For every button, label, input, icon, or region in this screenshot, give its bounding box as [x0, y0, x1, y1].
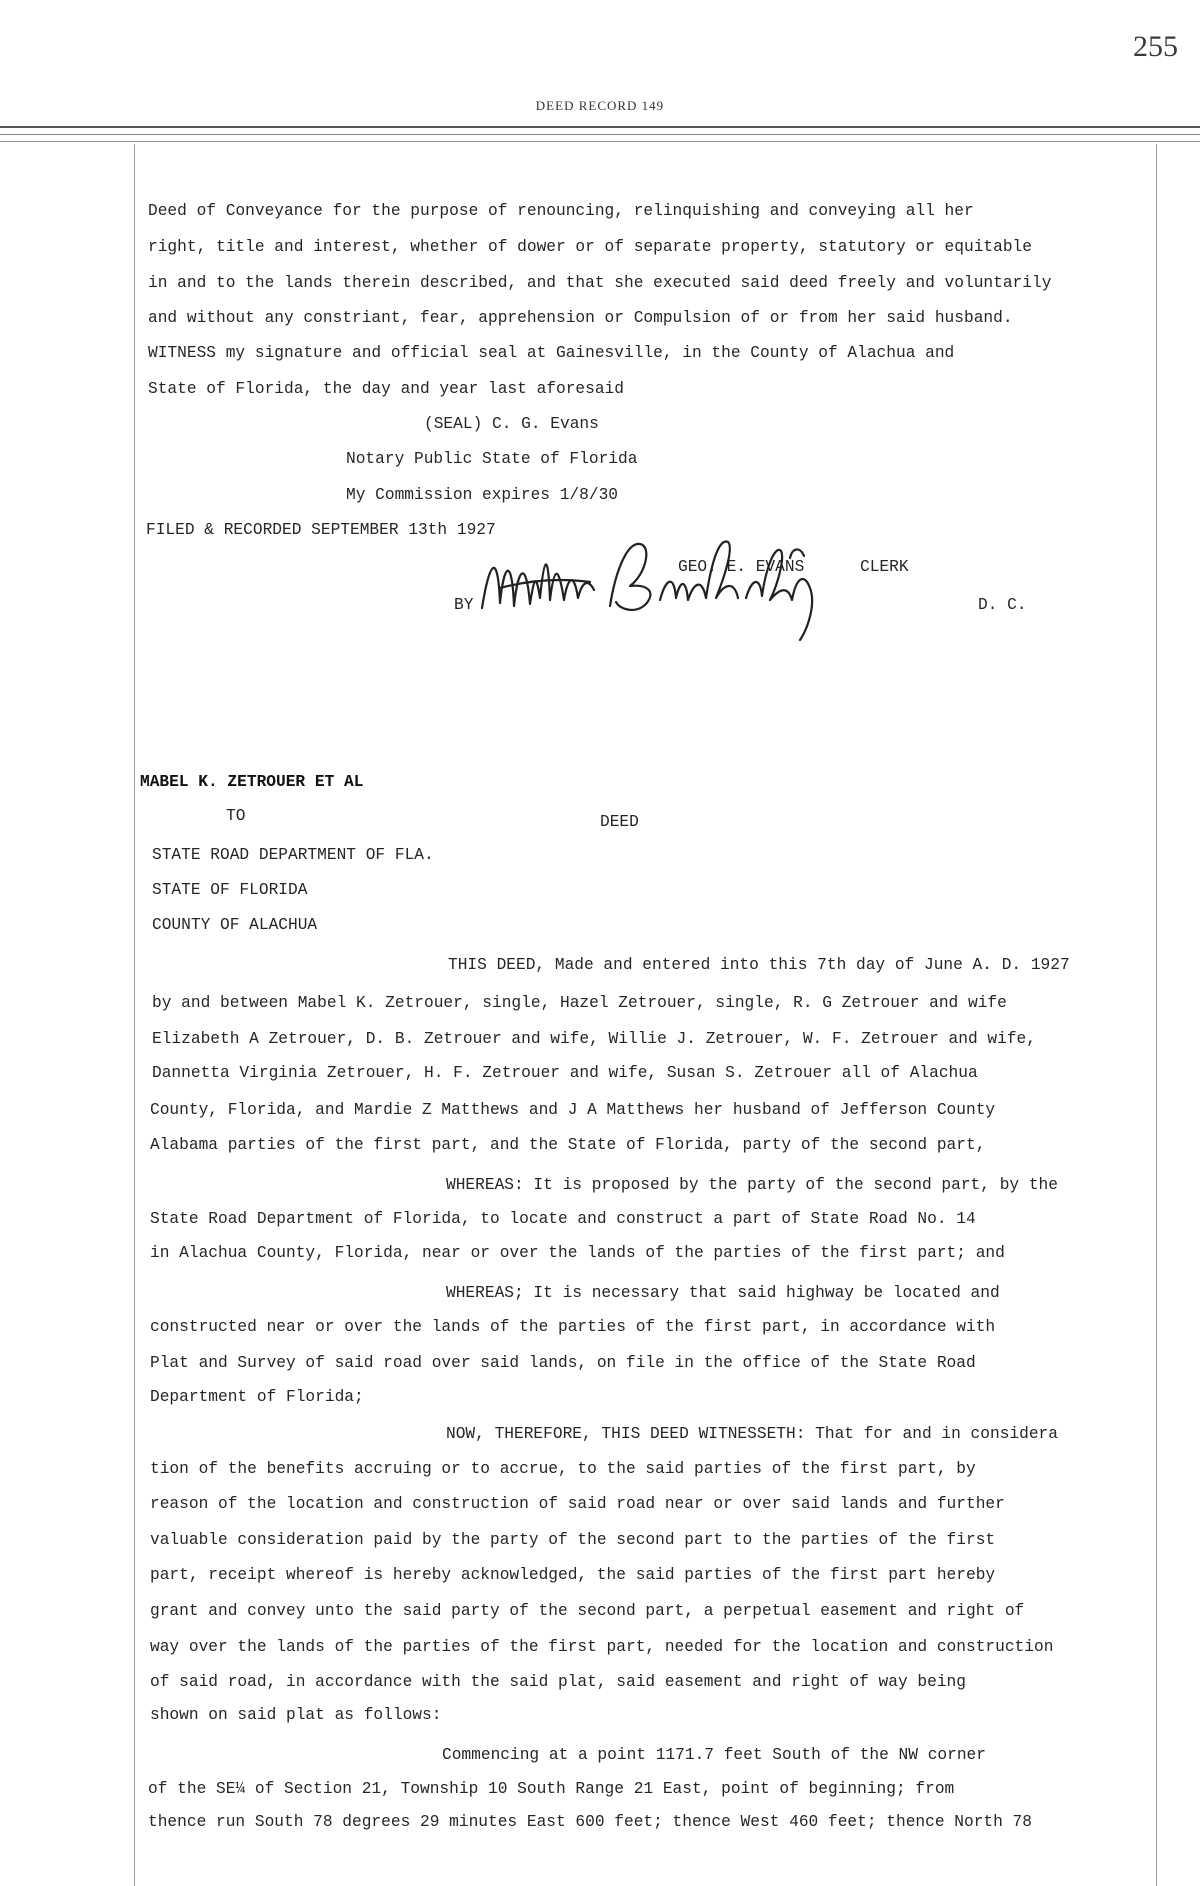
to-label: TO	[226, 807, 246, 825]
header-rule-thin	[0, 141, 1200, 142]
deed-body-line: of said road, in accordance with the said plat, said easement and right of way being	[150, 1673, 966, 1691]
deed-body-line: constructed near or over the lands of the parties of the first part, in accordance with	[150, 1318, 996, 1336]
header-rule-thin	[0, 134, 1200, 135]
deed-body-line: WHEREAS: It is proposed by the party of the second part, by the	[446, 1176, 1058, 1194]
notary-title: Notary Public State of Florida	[346, 450, 638, 468]
state-heading: STATE OF FLORIDA	[152, 881, 308, 899]
filed-recorded: FILED & RECORDED SEPTEMBER 13th 1927	[146, 521, 496, 539]
commission-expires: My Commission expires 1/8/30	[346, 486, 618, 504]
clerk-name: GEO. E. EVANS	[678, 558, 805, 576]
county-heading: COUNTY OF ALACHUA	[152, 916, 318, 934]
notary-text-line: and without any constriant, fear, apprehension or Compulsion of or from her said husband.	[148, 309, 1013, 327]
deed-body-line: Alabama parties of the first part, and the State of Florida, party of the second part,	[150, 1136, 986, 1154]
deed-body-line: Commencing at a point 1171.7 feet South of the NW corner	[442, 1746, 986, 1764]
notary-text-line: WITNESS my signature and official seal at Gainesville, in the County of Alachua and	[148, 344, 955, 362]
deed-body-line: valuable consideration paid by the party of the second part to the parties of the first	[150, 1531, 996, 1549]
deed-body-line: in Alachua County, Florida, near or over the lands of the parties of the first part; and	[150, 1244, 1005, 1262]
grantee-heading: STATE ROAD DEPARTMENT OF FLA.	[152, 846, 434, 864]
page-number: 255	[1133, 30, 1178, 63]
deed-body-line: way over the lands of the parties of the first part, needed for the location and construction	[150, 1638, 1054, 1656]
deed-body-line: part, receipt whereof is hereby acknowledged, the said parties of the first part hereby	[150, 1566, 996, 1584]
by-label: BY	[454, 596, 474, 614]
deed-body-line: Department of Florida;	[150, 1388, 364, 1406]
deed-body-line: Plat and Survey of said road over said lands, on file in the office of the State Road	[150, 1354, 976, 1372]
deed-body-line: shown on said plat as follows:	[150, 1706, 442, 1724]
right-margin-line	[1156, 144, 1157, 1886]
handwritten-signature	[470, 528, 860, 648]
deed-body-line: WHEREAS; It is necessary that said highway be located and	[446, 1284, 1000, 1302]
deed-body-line: Dannetta Virginia Zetrouer, H. F. Zetrouer and wife, Susan S. Zetrouer all of Alachua	[152, 1064, 978, 1082]
deed-body-line: by and between Mabel K. Zetrouer, single, Hazel Zetrouer, single, R. G Zetrouer and wife	[152, 994, 1007, 1012]
left-margin-line	[134, 144, 135, 1886]
deed-body-line: tion of the benefits accruing or to accrue, to the said parties of the first part, by	[150, 1460, 976, 1478]
deputy-clerk-label: D. C.	[978, 596, 1027, 614]
header-title: DEED RECORD 149	[535, 98, 665, 113]
grantor-heading: MABEL K. ZETROUER ET AL	[140, 773, 364, 791]
deed-body-line: reason of the location and construction of said road near or over said lands and further	[150, 1495, 1005, 1513]
deed-body-line: of the SE¼ of Section 21, Township 10 South Range 21 East, point of beginning; from	[148, 1780, 955, 1798]
clerk-title: CLERK	[860, 558, 909, 576]
deed-body-line: thence run South 78 degrees 29 minutes East 600 feet; thence West 460 feet; thence North 78	[148, 1813, 1032, 1831]
notary-text-line: right, title and interest, whether of dower or of separate property, statutory or equitable	[148, 238, 1032, 256]
header-rule	[0, 126, 1200, 128]
deed-body-line: NOW, THEREFORE, THIS DEED WITNESSETH: That for and in considera	[446, 1425, 1058, 1443]
deed-body-line: County, Florida, and Mardie Z Matthews and J A Matthews her husband of Jefferson County	[150, 1101, 996, 1119]
seal-line: (SEAL) C. G. Evans	[424, 415, 599, 433]
notary-text-line: State of Florida, the day and year last aforesaid	[148, 380, 624, 398]
deed-body-line: State Road Department of Florida, to locate and construct a part of State Road No. 14	[150, 1210, 976, 1228]
notary-text-line: in and to the lands therein described, and that she executed said deed freely and voluntarily	[148, 274, 1052, 292]
deed-body-line: Elizabeth A Zetrouer, D. B. Zetrouer and wife, Willie J. Zetrouer, W. F. Zetrouer and wife,	[152, 1030, 1036, 1048]
deed-body-line: THIS DEED, Made and entered into this 7th day of June A. D. 1927	[448, 956, 1070, 974]
notary-text-line: Deed of Conveyance for the purpose of renouncing, relinquishing and conveying all her	[148, 202, 974, 220]
deed-body-line: grant and convey unto the said party of the second part, a perpetual easement and right of	[150, 1602, 1025, 1620]
deed-label: DEED	[600, 813, 639, 831]
